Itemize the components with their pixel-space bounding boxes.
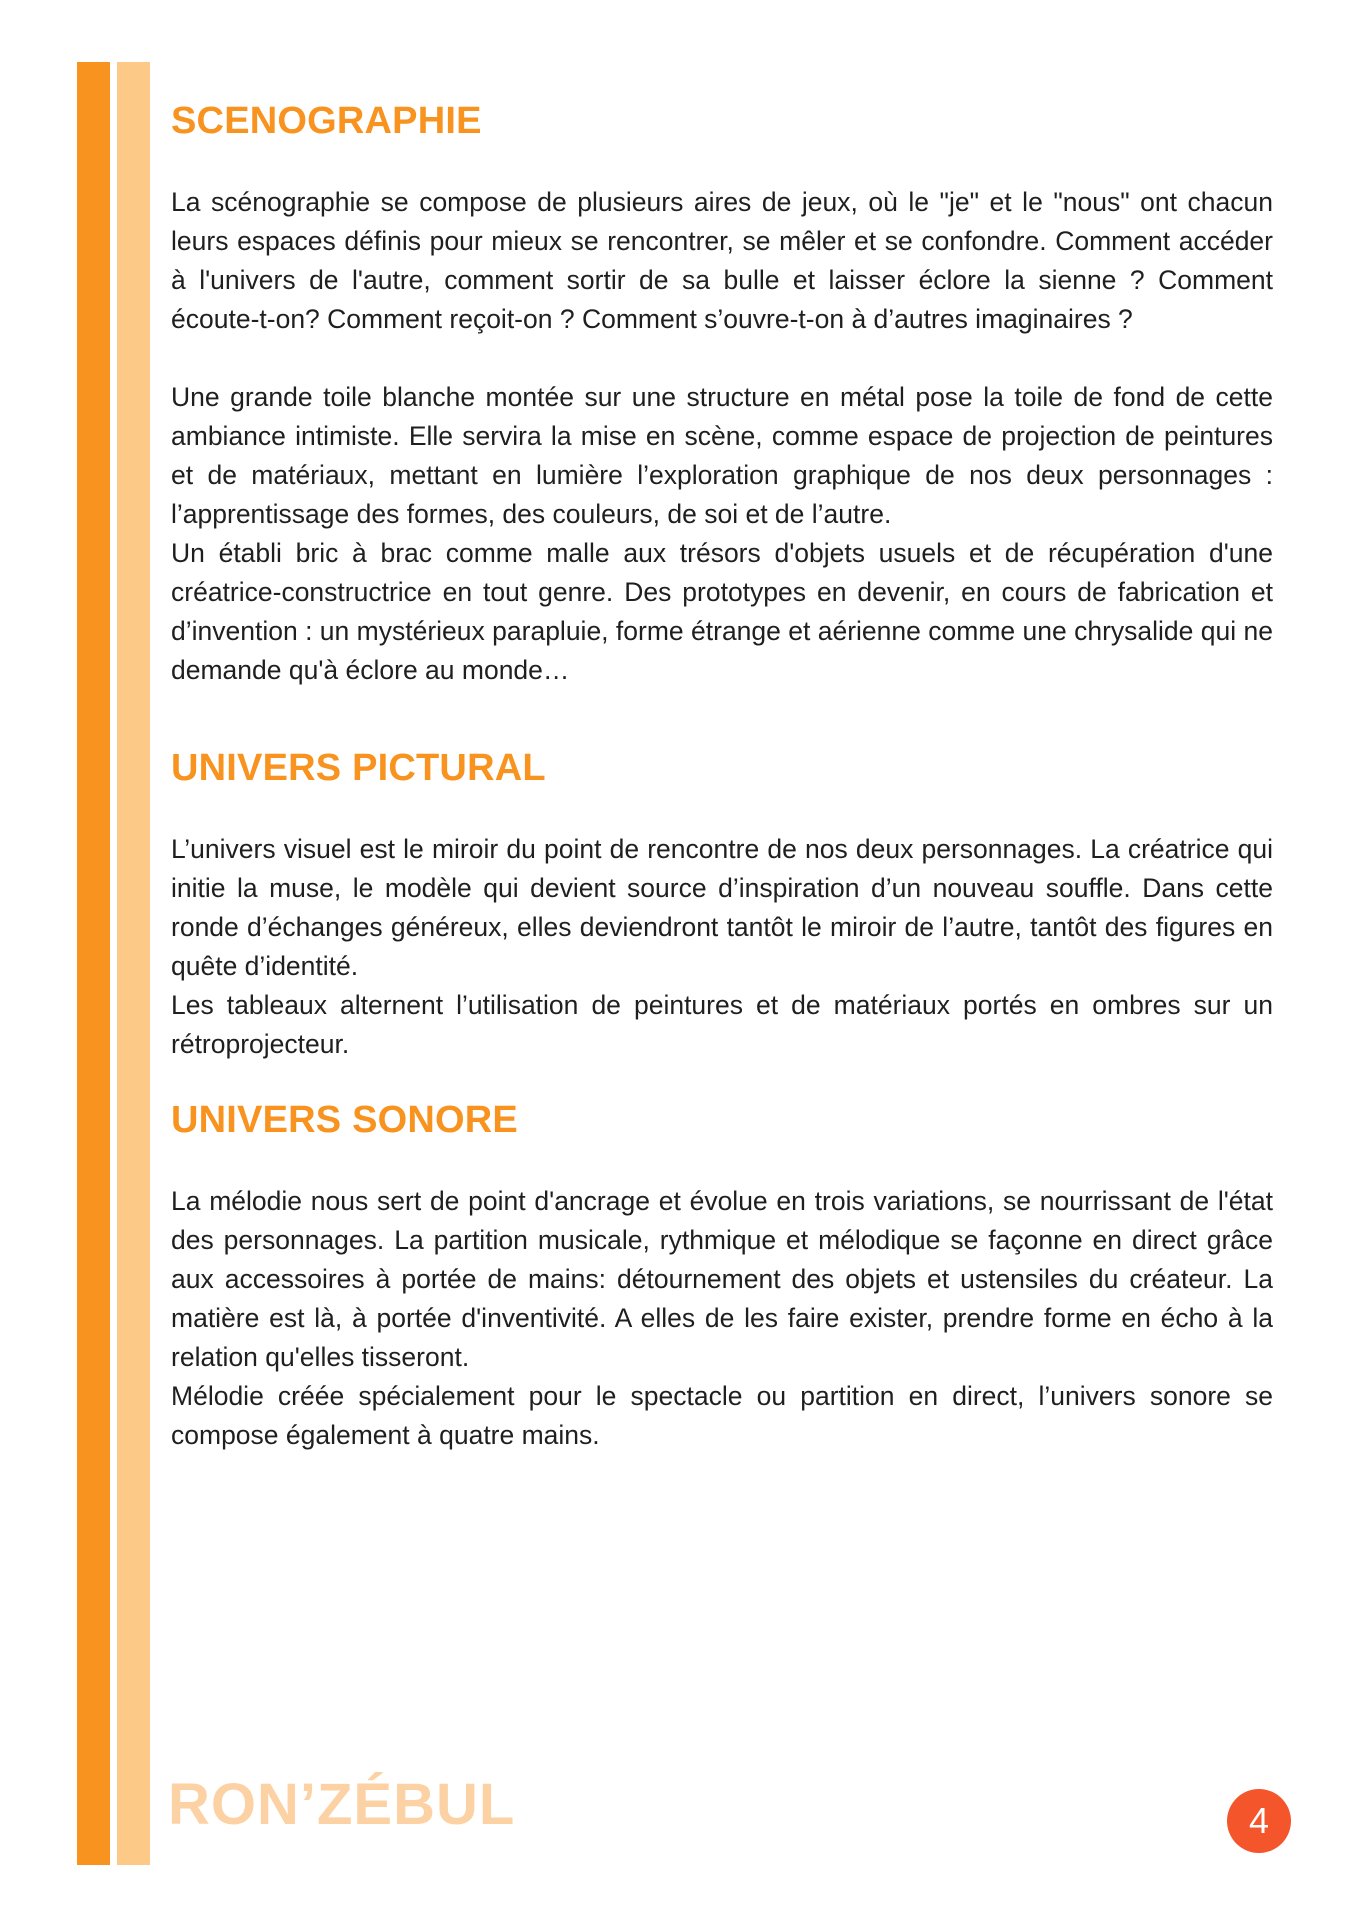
brand-logo-text: RON’ZÉBUL — [168, 1772, 516, 1837]
paragraph-pictural-1: L’univers visuel est le miroir du point de rencontre de nos deux personnages. La créatrice qui initie la muse, le modèle qui devient source d’inspiration d’un nouveau souffle. Dans cette ronde d’échanges généreux, elles deviendront tantôt le miroir de l’autre, tantôt des figures en quête d’identité. — [171, 834, 1273, 981]
page-content — [171, 95, 1273, 1455]
paragraph-scenographie-2: Une grande toile blanche montée sur une structure en métal pose la toile de fond de cette ambiance intimiste. Elle servira la mise en scène, comme espace de projection de peintures et de matériaux, mettant en lumière l’exploration graphique de nos deux personnages : l’apprentissage des formes, des couleurs, de soi et de l’autre. — [171, 382, 1273, 529]
paragraph-scenographie-1: La scénographie se compose de plusieurs aires de jeux, où le "je" et le "nous" ont chacun leurs espaces définis pour mieux se rencontrer, se mêler et se confondre. Comment accéder à l'univers de l'autre, comment sortir de sa bulle et laisser éclore la sienne ? Comment écoute-t-on? Comment reçoit-on ? Comment s’ouvre-t-on à d’autres imaginaires ? — [171, 187, 1273, 334]
section-title-univers-sonore: UNIVERS SONORE — [171, 1099, 518, 1141]
section-title-scenographie: SCENOGRAPHIE — [171, 100, 482, 142]
paragraph-sonore-2: Mélodie créée spécialement pour le spectacle ou partition en direct, l’univers sonore se compose également à quatre mains. — [171, 1381, 1273, 1450]
paragraph-scenographie-3: Un établi bric à brac comme malle aux trésors d'objets usuels et de récupération d'une créatrice-constructrice en tout genre. Des prototypes en devenir, en cours de fabrication et d’invention : un mystérieux parapluie, forme étrange et aérienne comme une chrysalide qui ne demande qu'à éclore au monde… — [171, 538, 1273, 685]
paragraph-sonore-1: La mélodie nous sert de point d'ancrage et évolue en trois variations, se nourrissant de l'état des personnages. La partition musicale, rythmique et mélodique se façonne en direct grâce aux accessoires à portée de mains: détournement des objets et ustensiles du créateur. La matière est là, à portée d'inventivité. A elles de les faire exister, prendre forme en écho à la relation qu'elles tisseront. — [171, 1186, 1273, 1372]
decorative-bar-light — [117, 62, 150, 1865]
decorative-bar-dark — [77, 62, 110, 1865]
paragraph-pictural-2: Les tableaux alternent l’utilisation de peintures et de matériaux portés en ombres sur un rétroprojecteur. — [171, 990, 1273, 1059]
section-title-univers-pictural: UNIVERS PICTURAL — [171, 747, 546, 789]
page-number-badge: 4 — [1227, 1789, 1291, 1853]
